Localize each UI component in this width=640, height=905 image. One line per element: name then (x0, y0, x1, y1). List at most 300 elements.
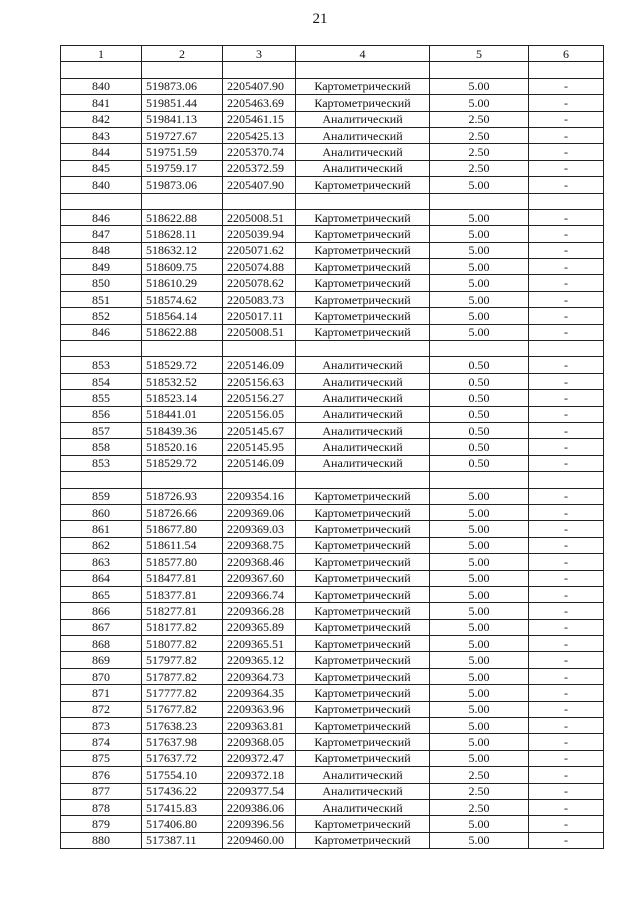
table-cell: 854 (61, 373, 142, 389)
table-cell: 5.00 (430, 619, 529, 635)
table-row (61, 504, 604, 520)
table-cell: Аналитический (296, 422, 430, 438)
table-cell: 5.00 (430, 603, 529, 619)
table-cell: 2205008.51 (223, 324, 296, 340)
table-cell: 518377.81 (142, 586, 223, 602)
table-cell: Картометрический (296, 521, 430, 537)
table-row (61, 111, 604, 127)
table-cell: - (529, 832, 604, 848)
column-header: 6 (529, 46, 604, 62)
table-row (61, 652, 604, 668)
table-cell: Картометрический (296, 537, 430, 553)
table-cell: Аналитический (296, 406, 430, 422)
table-cell: Картометрический (296, 78, 430, 94)
table-cell: 5.00 (430, 586, 529, 602)
table-row (61, 718, 604, 734)
table-cell: 868 (61, 636, 142, 652)
table-cell: Картометрический (296, 291, 430, 307)
table-cell: 2209368.46 (223, 554, 296, 570)
table-cell: - (529, 636, 604, 652)
table-row (61, 767, 604, 783)
table-cell: 877 (61, 783, 142, 799)
table-cell: 2205145.95 (223, 439, 296, 455)
table-cell: - (529, 554, 604, 570)
table-cell: - (529, 603, 604, 619)
table-cell: 5.00 (430, 226, 529, 242)
table-cell: 519751.59 (142, 144, 223, 160)
table-cell: 2209363.96 (223, 701, 296, 717)
table-cell: 518523.14 (142, 390, 223, 406)
table-cell: Картометрический (296, 750, 430, 766)
table-row (61, 570, 604, 586)
table-cell: 859 (61, 488, 142, 504)
table-cell: 873 (61, 718, 142, 734)
table-cell: 517415.83 (142, 799, 223, 815)
table-row (61, 603, 604, 619)
table-cell: 872 (61, 701, 142, 717)
table-cell: Картометрический (296, 95, 430, 111)
table-cell: 880 (61, 832, 142, 848)
table-cell: Картометрический (296, 177, 430, 193)
table-cell: 5.00 (430, 275, 529, 291)
table-cell: 871 (61, 685, 142, 701)
table-cell: 5.00 (430, 308, 529, 324)
table-row (61, 160, 604, 176)
empty-cell (142, 193, 223, 209)
table-cell: - (529, 406, 604, 422)
table-cell: 2205407.90 (223, 78, 296, 94)
table-cell: 517387.11 (142, 832, 223, 848)
table-cell: 2209396.56 (223, 816, 296, 832)
table-cell: Картометрический (296, 586, 430, 602)
table-cell: 517677.82 (142, 701, 223, 717)
table-cell: 518439.36 (142, 422, 223, 438)
table-row (61, 242, 604, 258)
table-cell: 517637.72 (142, 750, 223, 766)
table-cell: - (529, 586, 604, 602)
table-cell: 2209367.60 (223, 570, 296, 586)
table-cell: 850 (61, 275, 142, 291)
table-cell: 518609.75 (142, 259, 223, 275)
empty-cell (529, 62, 604, 78)
table-cell: 519759.17 (142, 160, 223, 176)
table-cell: 2209460.00 (223, 832, 296, 848)
table-cell: 2209377.54 (223, 783, 296, 799)
table-cell: 5.00 (430, 718, 529, 734)
table-cell: - (529, 521, 604, 537)
table-cell: 517554.10 (142, 767, 223, 783)
table-row (61, 816, 604, 832)
table-row (61, 636, 604, 652)
empty-cell (61, 341, 142, 357)
table-cell: Картометрический (296, 734, 430, 750)
table-cell: 518529.72 (142, 357, 223, 373)
table-cell: - (529, 718, 604, 734)
table-row (61, 177, 604, 193)
empty-cell (223, 472, 296, 488)
table-cell: 517436.22 (142, 783, 223, 799)
empty-cell (223, 62, 296, 78)
table-cell: 519873.06 (142, 78, 223, 94)
table-cell: 5.00 (430, 832, 529, 848)
table-cell: Аналитический (296, 144, 430, 160)
table-cell: 841 (61, 95, 142, 111)
empty-cell (142, 341, 223, 357)
table-cell: - (529, 488, 604, 504)
table-cell: 874 (61, 734, 142, 750)
table-cell: 517777.82 (142, 685, 223, 701)
table-cell: 5.00 (430, 504, 529, 520)
table-cell: 852 (61, 308, 142, 324)
table-cell: 2205071.62 (223, 242, 296, 258)
empty-cell (529, 472, 604, 488)
table-cell: 867 (61, 619, 142, 635)
empty-cell (61, 62, 142, 78)
table-cell: Аналитический (296, 783, 430, 799)
table-cell: Картометрический (296, 324, 430, 340)
table-cell: 519873.06 (142, 177, 223, 193)
table-cell: Аналитический (296, 111, 430, 127)
table-cell: 876 (61, 767, 142, 783)
table-cell: 518529.72 (142, 455, 223, 471)
table-cell: 5.00 (430, 177, 529, 193)
table-cell: 0.50 (430, 357, 529, 373)
table-cell: - (529, 78, 604, 94)
table-cell: 863 (61, 554, 142, 570)
table-cell: 0.50 (430, 406, 529, 422)
table-cell: 519851.44 (142, 95, 223, 111)
empty-cell (142, 472, 223, 488)
table-cell: 518441.01 (142, 406, 223, 422)
table-cell: Картометрический (296, 308, 430, 324)
table-cell: 518277.81 (142, 603, 223, 619)
table-cell: 5.00 (430, 554, 529, 570)
table-cell: Картометрический (296, 701, 430, 717)
table-cell: Аналитический (296, 767, 430, 783)
table-cell: - (529, 455, 604, 471)
table-cell: - (529, 144, 604, 160)
table-cell: 864 (61, 570, 142, 586)
table-cell: 2209354.16 (223, 488, 296, 504)
table-cell: - (529, 373, 604, 389)
table-cell: - (529, 160, 604, 176)
table-cell: 518677.80 (142, 521, 223, 537)
empty-cell (223, 193, 296, 209)
table-cell: 2205461.15 (223, 111, 296, 127)
table-cell: Картометрический (296, 226, 430, 242)
table-cell: - (529, 439, 604, 455)
table-row (61, 144, 604, 160)
table-cell: 842 (61, 111, 142, 127)
table-cell: 5.00 (430, 685, 529, 701)
table-cell: 851 (61, 291, 142, 307)
table-cell: - (529, 357, 604, 373)
table-cell: Аналитический (296, 799, 430, 815)
table-cell: Картометрический (296, 685, 430, 701)
table-row (61, 488, 604, 504)
table-cell: 840 (61, 177, 142, 193)
table-cell: 2209365.89 (223, 619, 296, 635)
column-header: 2 (142, 46, 223, 62)
table-cell: - (529, 783, 604, 799)
table-cell: 518577.80 (142, 554, 223, 570)
table-cell: 518564.14 (142, 308, 223, 324)
table-cell: 519727.67 (142, 127, 223, 143)
table-cell: 2.50 (430, 127, 529, 143)
table-cell: Аналитический (296, 127, 430, 143)
table-cell: - (529, 308, 604, 324)
table-cell: - (529, 242, 604, 258)
table-cell: - (529, 734, 604, 750)
table-row (61, 439, 604, 455)
table-cell: 5.00 (430, 701, 529, 717)
table-cell: - (529, 701, 604, 717)
table-cell: 5.00 (430, 291, 529, 307)
table-cell: 2205407.90 (223, 177, 296, 193)
table-cell: Картометрический (296, 259, 430, 275)
table-cell: 517877.82 (142, 668, 223, 684)
table-row (61, 95, 604, 111)
table-cell: 2209364.73 (223, 668, 296, 684)
table-row (61, 308, 604, 324)
table-cell: - (529, 390, 604, 406)
table-cell: 2209363.81 (223, 718, 296, 734)
column-header: 4 (296, 46, 430, 62)
table-cell: 870 (61, 668, 142, 684)
table-row (61, 734, 604, 750)
table-cell: 869 (61, 652, 142, 668)
table-cell: 875 (61, 750, 142, 766)
empty-cell (61, 472, 142, 488)
table-cell: 5.00 (430, 652, 529, 668)
empty-cell (430, 193, 529, 209)
table-row (61, 750, 604, 766)
table-cell: 858 (61, 439, 142, 455)
table-cell: 2205078.62 (223, 275, 296, 291)
table-cell: 518610.29 (142, 275, 223, 291)
table-cell: 861 (61, 521, 142, 537)
table-cell: 518628.11 (142, 226, 223, 242)
table-cell: 518077.82 (142, 636, 223, 652)
empty-cell (142, 62, 223, 78)
table-cell: 2209369.03 (223, 521, 296, 537)
table-cell: 866 (61, 603, 142, 619)
empty-cell (61, 193, 142, 209)
table-row (61, 209, 604, 225)
table-cell: Картометрический (296, 554, 430, 570)
table-cell: 518726.93 (142, 488, 223, 504)
table-cell: 2205463.69 (223, 95, 296, 111)
table-row (61, 668, 604, 684)
table-row (61, 226, 604, 242)
table-cell: 5.00 (430, 668, 529, 684)
table-cell: 518520.16 (142, 439, 223, 455)
table-cell: 519841.13 (142, 111, 223, 127)
table-cell: 5.00 (430, 95, 529, 111)
table-cell: Аналитический (296, 373, 430, 389)
table-cell: 2209366.28 (223, 603, 296, 619)
table-cell: Картометрический (296, 488, 430, 504)
table-cell: Аналитический (296, 357, 430, 373)
table-cell: 2205083.73 (223, 291, 296, 307)
table-cell: 2209372.47 (223, 750, 296, 766)
table-cell: 2209369.06 (223, 504, 296, 520)
table-cell: Картометрический (296, 209, 430, 225)
table-cell: 878 (61, 799, 142, 815)
table-cell: Картометрический (296, 652, 430, 668)
table-cell: 2205146.09 (223, 455, 296, 471)
empty-cell (529, 193, 604, 209)
table-cell: 855 (61, 390, 142, 406)
table-cell: 845 (61, 160, 142, 176)
table-cell: 862 (61, 537, 142, 553)
table-cell: 517977.82 (142, 652, 223, 668)
table-cell: 879 (61, 816, 142, 832)
table-row (61, 701, 604, 717)
table-row (61, 619, 604, 635)
table-row (61, 373, 604, 389)
table-cell: - (529, 685, 604, 701)
table-cell: 843 (61, 127, 142, 143)
table-cell: 0.50 (430, 373, 529, 389)
table-row (61, 554, 604, 570)
table-cell: 853 (61, 357, 142, 373)
empty-cell (430, 62, 529, 78)
table-cell: 518177.82 (142, 619, 223, 635)
table-row (61, 537, 604, 553)
table-cell: 2209372.18 (223, 767, 296, 783)
table-cell: Аналитический (296, 439, 430, 455)
table-cell: 518532.52 (142, 373, 223, 389)
empty-cell (296, 193, 430, 209)
group-separator-row (61, 62, 604, 78)
table-cell: 518622.88 (142, 209, 223, 225)
table-cell: 2.50 (430, 799, 529, 815)
table-row (61, 422, 604, 438)
table-cell: - (529, 111, 604, 127)
table-cell: 5.00 (430, 636, 529, 652)
table-row (61, 586, 604, 602)
table-cell: 2205370.74 (223, 144, 296, 160)
table-row (61, 275, 604, 291)
table-row (61, 783, 604, 799)
column-header: 5 (430, 46, 529, 62)
table-cell: 847 (61, 226, 142, 242)
table-cell: 856 (61, 406, 142, 422)
table-cell: 2205074.88 (223, 259, 296, 275)
table-cell: 2205156.05 (223, 406, 296, 422)
table-cell: 2209364.35 (223, 685, 296, 701)
table-cell: - (529, 95, 604, 111)
table-cell: 2209368.75 (223, 537, 296, 553)
table-cell: Картометрический (296, 832, 430, 848)
table-cell: 2209368.05 (223, 734, 296, 750)
table-cell: 518632.12 (142, 242, 223, 258)
table-cell: 0.50 (430, 455, 529, 471)
table-cell: 518622.88 (142, 324, 223, 340)
table-cell: - (529, 816, 604, 832)
table-row (61, 390, 604, 406)
table-cell: - (529, 668, 604, 684)
table-cell: Аналитический (296, 160, 430, 176)
table-cell: 2205146.09 (223, 357, 296, 373)
table-cell: 2205156.27 (223, 390, 296, 406)
table-cell: Картометрический (296, 816, 430, 832)
table-cell: - (529, 177, 604, 193)
table-cell: - (529, 226, 604, 242)
table-cell: 853 (61, 455, 142, 471)
table-row (61, 685, 604, 701)
table-row (61, 78, 604, 94)
table-cell: 2205156.63 (223, 373, 296, 389)
table-cell: 517638.23 (142, 718, 223, 734)
table-cell: 5.00 (430, 209, 529, 225)
table-cell: 5.00 (430, 259, 529, 275)
table-cell: 2209365.12 (223, 652, 296, 668)
table-cell: 2.50 (430, 111, 529, 127)
table-cell: - (529, 750, 604, 766)
table-cell: 518611.54 (142, 537, 223, 553)
table-cell: Картометрический (296, 275, 430, 291)
table-cell: 846 (61, 324, 142, 340)
table-row (61, 455, 604, 471)
table-cell: - (529, 537, 604, 553)
table-cell: - (529, 275, 604, 291)
table-cell: 2205425.13 (223, 127, 296, 143)
table-cell: 2.50 (430, 767, 529, 783)
table-cell: 518574.62 (142, 291, 223, 307)
group-separator-row (61, 341, 604, 357)
table-cell: 5.00 (430, 242, 529, 258)
table-cell: - (529, 127, 604, 143)
table-cell: - (529, 291, 604, 307)
table-row (61, 259, 604, 275)
table-cell: 5.00 (430, 537, 529, 553)
table-cell: - (529, 259, 604, 275)
table-cell: 517406.80 (142, 816, 223, 832)
table-cell: 2209366.74 (223, 586, 296, 602)
table-cell: 5.00 (430, 78, 529, 94)
table-cell: 2205372.59 (223, 160, 296, 176)
table-row (61, 127, 604, 143)
table-cell: 2205039.94 (223, 226, 296, 242)
table-cell: Картометрический (296, 636, 430, 652)
table-cell: 846 (61, 209, 142, 225)
table-cell: - (529, 324, 604, 340)
table-row (61, 832, 604, 848)
table-cell: Картометрический (296, 603, 430, 619)
table-cell: 2.50 (430, 160, 529, 176)
coordinates-table (60, 45, 604, 849)
table-cell: 2.50 (430, 144, 529, 160)
table-cell: Картометрический (296, 718, 430, 734)
table-cell: 518477.81 (142, 570, 223, 586)
table-cell: 0.50 (430, 422, 529, 438)
table-row (61, 521, 604, 537)
table-row (61, 324, 604, 340)
column-header: 3 (223, 46, 296, 62)
table-cell: 518726.66 (142, 504, 223, 520)
table-cell: 848 (61, 242, 142, 258)
table-cell: - (529, 619, 604, 635)
table-cell: 5.00 (430, 324, 529, 340)
table-cell: 2.50 (430, 783, 529, 799)
table-cell: - (529, 504, 604, 520)
table-cell: Аналитический (296, 390, 430, 406)
empty-cell (296, 62, 430, 78)
table-cell: 0.50 (430, 390, 529, 406)
table-cell: Картометрический (296, 619, 430, 635)
